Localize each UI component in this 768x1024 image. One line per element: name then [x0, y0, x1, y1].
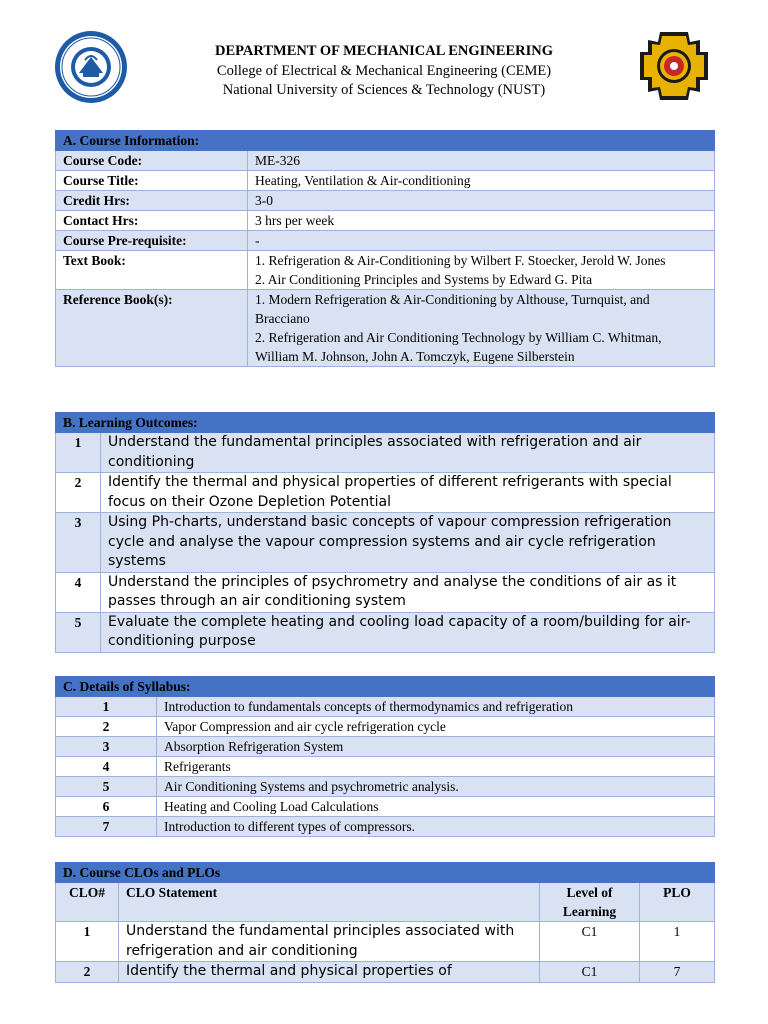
section-d-title: D. Course CLOs and PLOs [56, 863, 715, 883]
college-name: College of Electrical & Mechanical Engineering (CEME) [216, 62, 552, 79]
document-header [0, 28, 768, 108]
course-title-value: Heating, Ventilation & Air-conditioning [248, 171, 715, 191]
header-text-block [150, 42, 618, 101]
clo-plo-table [55, 862, 715, 983]
clo-number: 1 [56, 922, 119, 962]
section-b-title: B. Learning Outcomes: [56, 413, 715, 433]
course-code-value: ME-326 [248, 151, 715, 171]
contact-hrs-label: Contact Hrs: [56, 211, 248, 231]
outcome-text: Using Ph-charts, understand basic concepts of vapour compression refrigeration cycle and analyse the vapour compression systems and air cycle refrigeration systems [101, 513, 715, 573]
contact-hrs-value: 3 hrs per week [248, 211, 715, 231]
clo-level: C1 [540, 962, 640, 983]
syllabus-number: 1 [56, 697, 157, 717]
level-of-learning-header: Level of Learning [540, 883, 640, 922]
plo-header: PLO [640, 883, 715, 922]
learning-outcomes-table [55, 412, 715, 653]
reference-books-label: Reference Book(s): [56, 290, 248, 367]
outcome-number: 3 [56, 513, 101, 573]
course-title-label: Course Title: [56, 171, 248, 191]
outcome-number: 5 [56, 612, 101, 652]
syllabus-number: 5 [56, 777, 157, 797]
reference-book-line-2: 2. Refrigeration and Air Conditioning Technology by William C. Whitman, William M. Johnson, John A. Tomczyk, Eugene Silberstein [255, 330, 662, 364]
clo-statement: Understand the fundamental principles associated with refrigeration and air conditioning [119, 922, 540, 962]
ceme-crest-icon [638, 30, 710, 102]
university-name: National University of Sciences & Technology (NUST) [222, 82, 546, 98]
syllabus-topic: Introduction to fundamentals concepts of thermodynamics and refrigeration [157, 697, 715, 717]
syllabus-table [55, 676, 715, 837]
section-a-title: A. Course Information: [56, 131, 715, 151]
syllabus-number: 6 [56, 797, 157, 817]
clo-level: C1 [540, 922, 640, 962]
clo-statement-header: CLO Statement [119, 883, 540, 922]
course-code-label: Course Code: [56, 151, 248, 171]
outcome-number: 1 [56, 433, 101, 473]
syllabus-number: 3 [56, 737, 157, 757]
outcome-text: Evaluate the complete heating and cooling load capacity of a room/building for air-conditioning purpose [101, 612, 715, 652]
prerequisite-label: Course Pre-requisite: [56, 231, 248, 251]
text-book-label: Text Book: [56, 251, 248, 290]
clo-statement: Identify the thermal and physical properties of [119, 962, 540, 983]
syllabus-topic: Heating and Cooling Load Calculations [157, 797, 715, 817]
outcome-text: Understand the fundamental principles associated with refrigeration and air conditioning [101, 433, 715, 473]
syllabus-number: 4 [56, 757, 157, 777]
reference-books-value [248, 290, 715, 367]
credit-hrs-label: Credit Hrs: [56, 191, 248, 211]
nust-seal-icon [54, 30, 128, 104]
course-information-table [55, 130, 715, 367]
section-c-title: C. Details of Syllabus: [56, 677, 715, 697]
text-book-line-1: 1. Refrigeration & Air-Conditioning by Wilbert F. Stoecker, Jerold W. Jones [255, 253, 666, 268]
outcome-text: Identify the thermal and physical properties of different refrigerants with special focus on their Ozone Depletion Potential [101, 473, 715, 513]
prerequisite-value: - [248, 231, 715, 251]
outcome-number: 4 [56, 572, 101, 612]
clo-plo: 1 [640, 922, 715, 962]
syllabus-topic: Refrigerants [157, 757, 715, 777]
credit-hrs-value: 3-0 [248, 191, 715, 211]
outcome-text: Understand the principles of psychrometry and analyse the conditions of air as it passes through an air conditioning system [101, 572, 715, 612]
syllabus-topic: Absorption Refrigeration System [157, 737, 715, 757]
clo-number-header: CLO# [56, 883, 119, 922]
outcome-number: 2 [56, 473, 101, 513]
reference-book-line-1: 1. Modern Refrigeration & Air-Conditioning by Althouse, Turnquist, and Bracciano [255, 292, 650, 326]
syllabus-topic: Introduction to different types of compressors. [157, 817, 715, 837]
syllabus-number: 2 [56, 717, 157, 737]
clo-number: 2 [56, 962, 119, 983]
syllabus-topic: Air Conditioning Systems and psychrometric analysis. [157, 777, 715, 797]
clo-plo: 7 [640, 962, 715, 983]
text-book-line-2: 2. Air Conditioning Principles and Systems by Edward G. Pita [255, 272, 593, 287]
syllabus-number: 7 [56, 817, 157, 837]
syllabus-topic: Vapor Compression and air cycle refrigeration cycle [157, 717, 715, 737]
text-book-value [248, 251, 715, 290]
department-name: DEPARTMENT OF MECHANICAL ENGINEERING [215, 43, 553, 59]
